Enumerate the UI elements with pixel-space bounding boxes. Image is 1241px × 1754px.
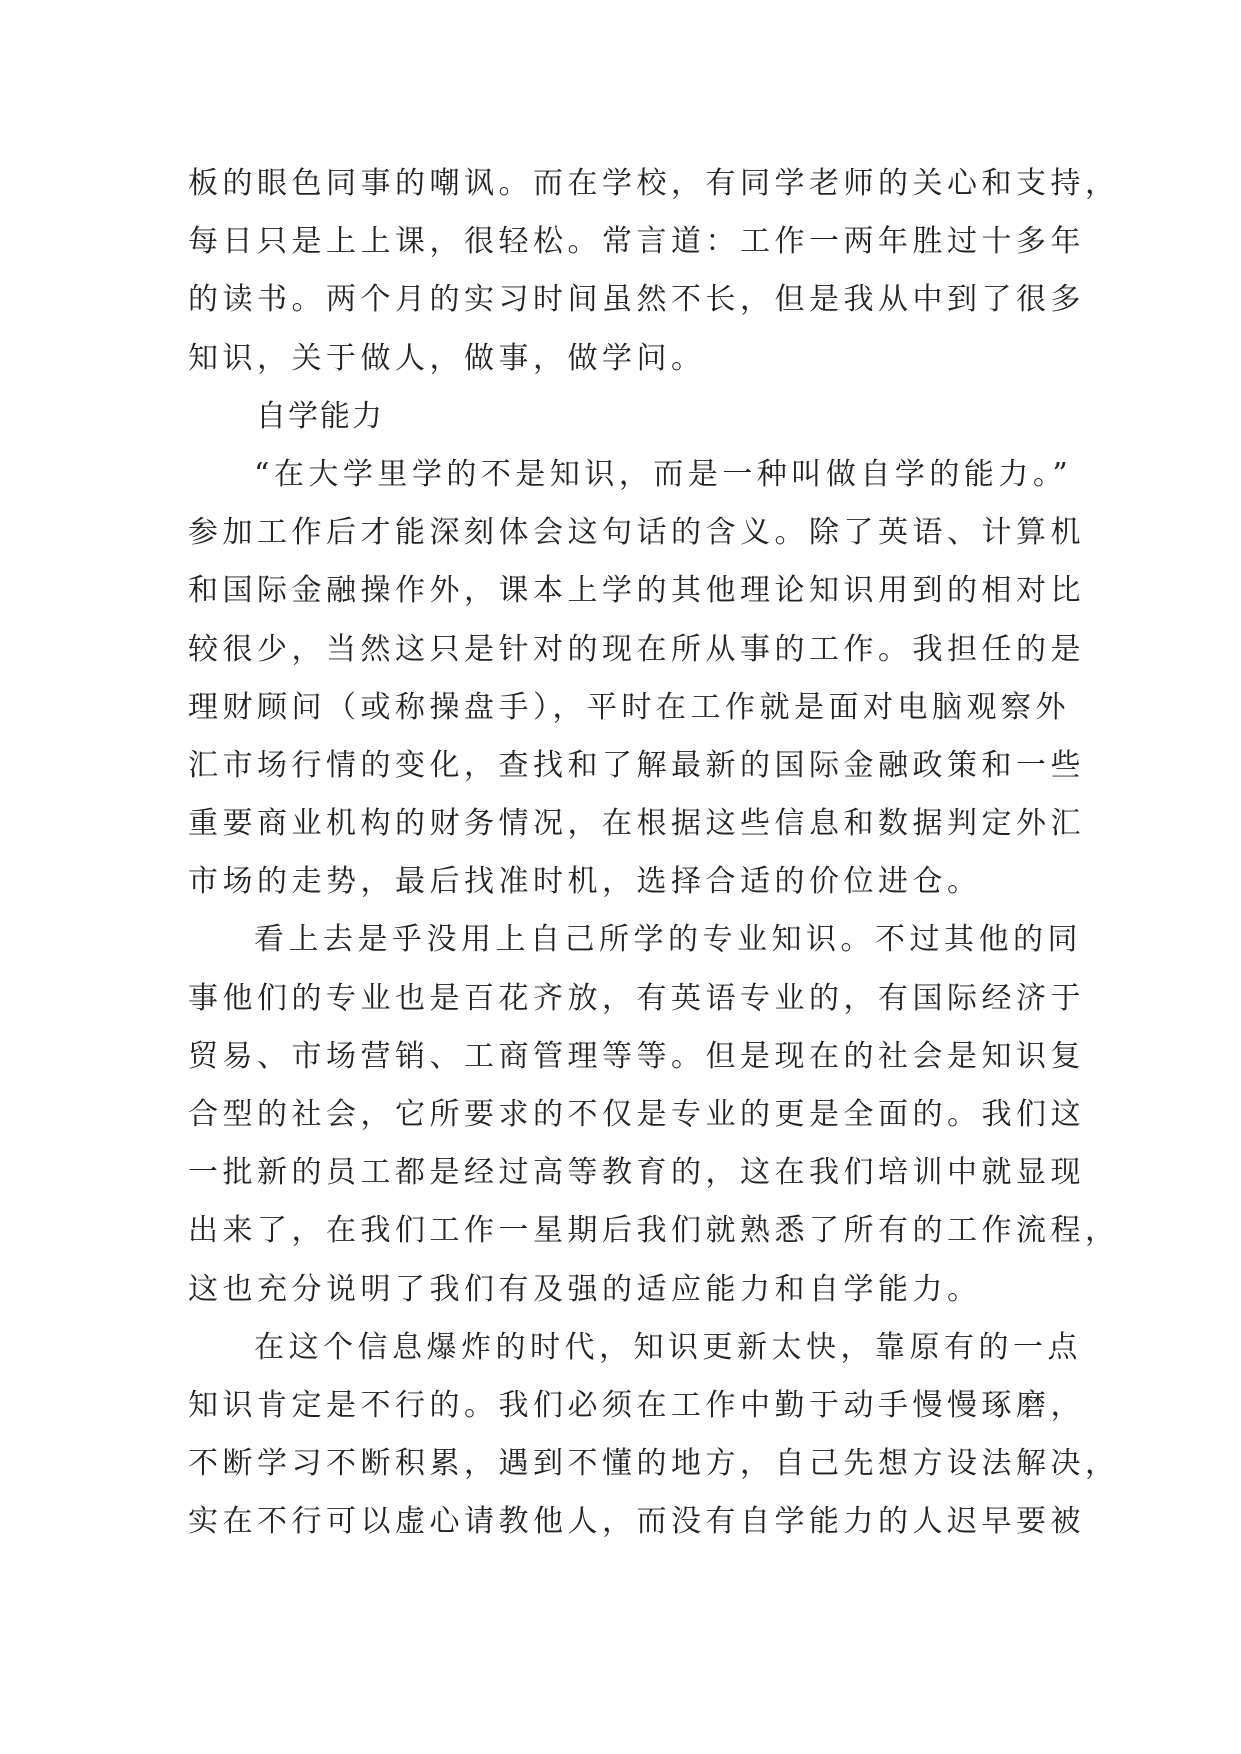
text-line: 理财顾问（或称操盘手），平时在工作就是面对电脑观察外 — [188, 689, 1070, 725]
text-line: “在大学里学的不是知识，而是一种叫做自学的能力。” — [254, 456, 1073, 492]
text-line: 贸易、市场营销、工商管理等等。但是现在的社会是知识复 — [188, 1038, 1085, 1074]
document-body — [188, 155, 1120, 1552]
text-line: 看上去是乎没用上自己所学的专业知识。不过其他的同 — [254, 922, 1082, 958]
text-line: 知识，关于做人，做事，做学问。 — [188, 340, 706, 376]
text-line: 出来了，在我们工作一星期后我们就熟悉了所有的工作流程， — [188, 1213, 1120, 1249]
text-line: 不断学习不断积累，遇到不懂的地方，自己先想方设法解决， — [188, 1446, 1120, 1482]
text-line: 市场的走势，最后找准时机，选择合适的价位进仓。 — [188, 864, 982, 900]
text-line: 较很少，当然这只是针对的现在所从事的工作。我担任的是 — [188, 631, 1085, 667]
text-line: 板的眼色同事的嘲讽。而在学校，有同学老师的关心和支持， — [188, 166, 1120, 201]
text-line: 和国际金融操作外，课本上学的其他理论知识用到的相对比 — [188, 573, 1085, 609]
text-line: 事他们的专业也是百花齐放，有英语专业的，有国际经济于 — [188, 980, 1085, 1016]
text-line: 在这个信息爆炸的时代，知识更新太快，靠原有的一点 — [254, 1329, 1082, 1365]
text-line: 实在不行可以虚心请教他人，而没有自学能力的人迟早要被 — [188, 1504, 1085, 1540]
text-line: 这也充分说明了我们有及强的适应能力和自学能力。 — [188, 1271, 982, 1307]
text-line: 每日只是上上课，很轻松。常言道：工作一两年胜过十多年 — [188, 224, 1085, 260]
text-line: 一批新的员工都是经过高等教育的，这在我们培训中就显现 — [188, 1155, 1085, 1191]
text-line: 参加工作后才能深刻体会这句话的含义。除了英语、计算机 — [188, 515, 1085, 551]
text-line: 的读书。两个月的实习时间虽然不长，但是我从中到了很多 — [188, 282, 1085, 318]
text-line: 合型的社会，它所要求的不仅是专业的更是全面的。我们这 — [188, 1097, 1085, 1132]
text-line: 知识肯定是不行的。我们必须在工作中勤于动手慢慢琢磨， — [188, 1387, 1085, 1423]
section-heading: 自学能力 — [256, 398, 384, 434]
text-line: 重要商业机构的财务情况，在根据这些信息和数据判定外汇 — [188, 806, 1085, 842]
text-line: 汇市场行情的变化，查找和了解最新的国际金融政策和一些 — [188, 747, 1085, 783]
